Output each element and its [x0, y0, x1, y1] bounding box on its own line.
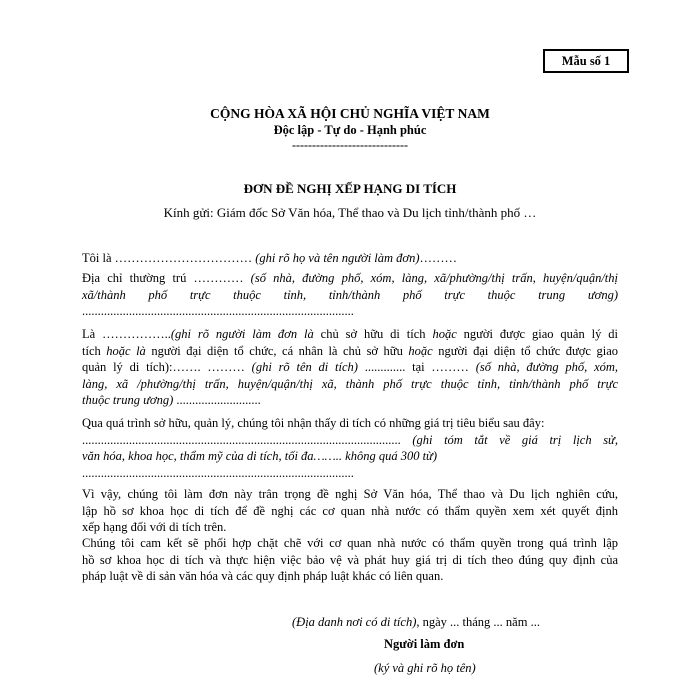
relic-address-hint-1: (số nhà, đường phố, xóm, [475, 360, 619, 374]
address-line-1 [82, 270, 618, 287]
ownership-text-2: người được giao quản lý di [456, 327, 618, 341]
values-line-2 [82, 432, 618, 449]
document-title: ĐƠN ĐỀ NGHỊ XẾP HẠNG DI TÍCH [243, 181, 457, 196]
recipient-line: Kính gửi: Giám đốc Sở Văn hóa, Thể thao và Du lịch tỉnh/thành phố … [163, 205, 537, 220]
address-hint-2: xã/thành phố trực thuộc tỉnh, tỉnh/thành phố trực thuộc trung ương) [82, 287, 618, 302]
commitment-line-1: Chúng tôi cam kết sẽ phối hợp chặt chẽ với cơ quan nhà nước có thẩm quyền trong quá trình lập [82, 536, 618, 550]
ownership-text-1: chủ sở hữu di tích [313, 327, 433, 341]
request-line-2: lập hồ sơ khoa học di tích để đề nghị các cơ quan nhà nước có thẩm quyền xem xét quyết định [82, 503, 618, 518]
ownership-text-4: người đại diện tổ chức, cá nhân là chủ sở hữu [145, 343, 409, 358]
signer-role: Người làm đơn [384, 637, 465, 651]
request-line-1: Vì vậy, chúng tôi làm đơn này trân trọng đề nghị Sở Văn hóa, Thể thao và Du lịch nghiên cứu, [82, 487, 618, 501]
applicant-name-dots: ……… [419, 251, 458, 265]
motto: Độc lập - Tự do - Hạnh phúc [273, 123, 427, 137]
request-line-3: xếp hạng đối với di tích trên. [82, 520, 227, 534]
commitment-line-2: hồ sơ khoa học di tích và thực hiện việc bảo vệ và phát huy giá trị di tích theo đúng quy định của [82, 552, 618, 567]
form-number: Mẫu số 1 [561, 53, 611, 68]
ownership-prefix: Là …………….. [82, 327, 171, 341]
applicant-name-label: Tôi là …………………………… [82, 251, 256, 265]
date-text: , ngày ... tháng ... năm ... [416, 615, 540, 629]
ownership-line-5 [82, 392, 618, 409]
address-dots: ....................................................................................... [82, 304, 354, 318]
values-hint-2: văn hóa, khoa học, thẩm mỹ của di tích, tối đa…….. không quá 300 từ) [82, 449, 438, 463]
values-intro: Qua quá trình sở hữu, quản lý, chúng tôi nhận thấy di tích có những giá trị tiêu biểu sau đây: [82, 416, 545, 430]
values-dots: ...................................................................................................... [82, 432, 413, 447]
signature-hint: (ký và ghi rõ họ tên) [374, 661, 476, 675]
ownership-text-6: quản lý di tích):……. ……… [82, 360, 252, 374]
ownership-text-3: tích [82, 343, 107, 358]
values-dots-2: ....................................................................................... [82, 465, 354, 480]
relic-name-hint: (ghi rõ tên di tích) [251, 360, 358, 374]
applicant-name-hint: (ghi rõ họ và tên người làm đơn) [255, 251, 420, 265]
header-divider: ----------------------------- [292, 138, 408, 152]
ownership-hint: (ghi rõ người làm đơn là [170, 327, 314, 341]
country-name: CỘNG HÒA XÃ HỘI CHỦ NGHĨA VIỆT NAM [210, 106, 490, 121]
ownership-line-3 [82, 359, 618, 376]
ownership-dots: ........................... [173, 393, 261, 407]
address-hint-1: (số nhà, đường phố, xóm, làng, xã/phường/thị trấn, huyện/quận/thị [250, 271, 618, 285]
commitment-block [82, 535, 618, 585]
place-hint: (Địa danh nơi có di tích) [292, 615, 417, 629]
values-block [82, 415, 618, 481]
relic-address-hint-3: thuộc trung ương) [82, 393, 174, 407]
ownership-text-7: ............. tại ……… [357, 360, 476, 374]
applicant-name-line [82, 250, 618, 267]
address-label: Địa chỉ thường trú ………… [82, 271, 251, 285]
ownership-block [82, 326, 618, 409]
commitment-line-3: pháp luật về di sản văn hóa và các quy định pháp luật khác có liên quan. [82, 569, 444, 583]
ownership-line-1 [82, 326, 618, 343]
request-block [82, 486, 618, 536]
ownership-or-2: hoặc là [106, 343, 146, 358]
address-block [82, 270, 618, 320]
values-hint-1: (ghi tóm tắt về giá trị lịch sử, [412, 432, 618, 447]
ownership-text-5: người đại diện tổ chức được giao [432, 343, 618, 358]
form-number-box [543, 49, 629, 73]
place-date-line [292, 615, 540, 630]
relic-address-hint-2: làng, xã /phường/thị trấn, huyện/quận/thị xã, thành phố trực thuộc tỉnh, tỉnh/thành phố trực [82, 376, 618, 391]
ownership-or-1: hoặc [432, 327, 457, 341]
ownership-or-3: hoặc [408, 343, 433, 358]
ownership-line-2 [82, 343, 618, 360]
